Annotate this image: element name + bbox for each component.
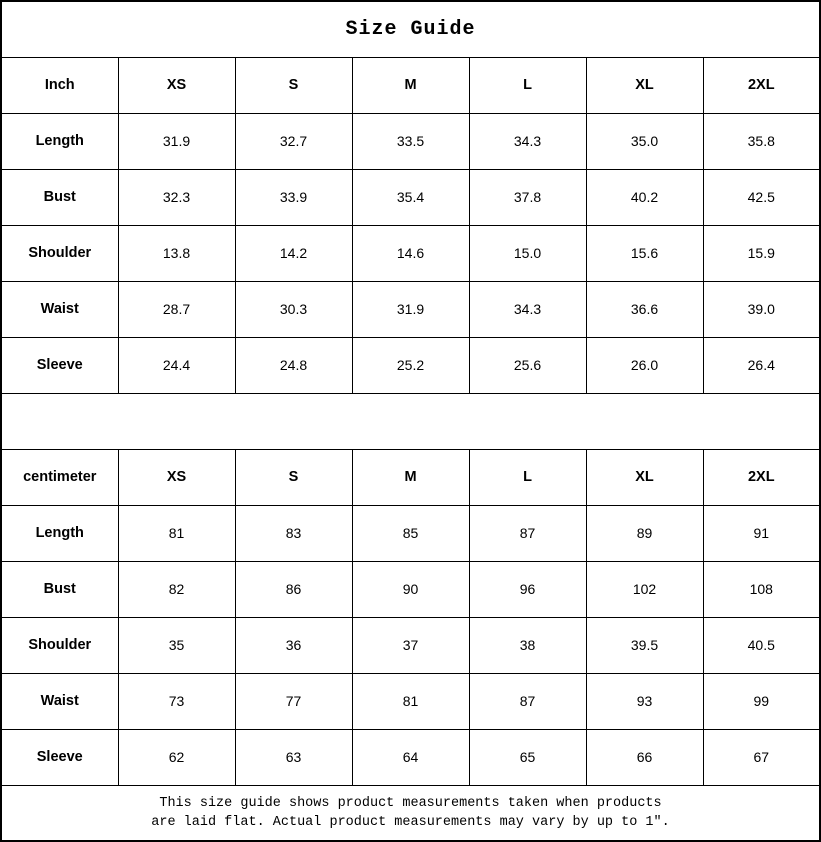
measurement-cell: 31.9	[352, 281, 469, 337]
table-row-inch-waist	[1, 281, 820, 337]
measurement-cell: 87	[469, 673, 586, 729]
row-label: Bust	[1, 169, 118, 225]
measurement-cell: 36.6	[586, 281, 703, 337]
table-row-cm-bust	[1, 561, 820, 617]
measurement-cell: 36	[235, 617, 352, 673]
table-row-inch-shoulder	[1, 225, 820, 281]
row-label: Shoulder	[1, 225, 118, 281]
table-row-cm-sleeve	[1, 729, 820, 785]
cm-unit-header: centimeter	[1, 449, 118, 505]
measurement-cell: 63	[235, 729, 352, 785]
page-title: Size Guide	[1, 1, 820, 57]
measurement-cell: 26.4	[703, 337, 820, 393]
size-col-header-xl: XL	[586, 449, 703, 505]
measurement-cell: 24.4	[118, 337, 235, 393]
measurement-cell: 39.0	[703, 281, 820, 337]
spacer-cell	[1, 393, 820, 449]
row-label: Waist	[1, 281, 118, 337]
size-col-header-l: L	[469, 449, 586, 505]
row-label: Bust	[1, 561, 118, 617]
measurement-cell: 40.5	[703, 617, 820, 673]
table-row-cm-waist	[1, 673, 820, 729]
measurement-cell: 42.5	[703, 169, 820, 225]
measurement-cell: 81	[118, 505, 235, 561]
measurement-cell: 39.5	[586, 617, 703, 673]
measurement-cell: 35.4	[352, 169, 469, 225]
spacer-row	[1, 393, 820, 449]
measurement-cell: 30.3	[235, 281, 352, 337]
measurement-cell: 102	[586, 561, 703, 617]
measurement-cell: 25.6	[469, 337, 586, 393]
measurement-cell: 40.2	[586, 169, 703, 225]
measurement-cell: 73	[118, 673, 235, 729]
measurement-cell: 26.0	[586, 337, 703, 393]
title-row	[1, 1, 820, 57]
size-col-header-s: S	[235, 449, 352, 505]
measurement-cell: 90	[352, 561, 469, 617]
measurement-cell: 65	[469, 729, 586, 785]
measurement-cell: 108	[703, 561, 820, 617]
footer-row	[1, 785, 820, 841]
row-label: Sleeve	[1, 729, 118, 785]
measurement-cell: 85	[352, 505, 469, 561]
measurement-cell: 33.5	[352, 113, 469, 169]
size-col-header-m: M	[352, 57, 469, 113]
measurement-cell: 14.2	[235, 225, 352, 281]
measurement-cell: 24.8	[235, 337, 352, 393]
measurement-cell: 34.3	[469, 113, 586, 169]
row-label: Length	[1, 505, 118, 561]
measurement-cell: 82	[118, 561, 235, 617]
size-col-header-m: M	[352, 449, 469, 505]
measurement-cell: 34.3	[469, 281, 586, 337]
size-col-header-xs: XS	[118, 57, 235, 113]
table-row-inch-sleeve	[1, 337, 820, 393]
measurement-cell: 28.7	[118, 281, 235, 337]
measurement-cell: 67	[703, 729, 820, 785]
measurement-cell: 99	[703, 673, 820, 729]
measurement-cell: 37	[352, 617, 469, 673]
measurement-cell: 35	[118, 617, 235, 673]
measurement-cell: 35.8	[703, 113, 820, 169]
measurement-cell: 87	[469, 505, 586, 561]
measurement-cell: 15.6	[586, 225, 703, 281]
table-row-inch-bust	[1, 169, 820, 225]
measurement-cell: 35.0	[586, 113, 703, 169]
footer-note-line1: This size guide shows product measurements taken when products	[159, 795, 662, 811]
measurement-cell: 31.9	[118, 113, 235, 169]
size-col-header-xs: XS	[118, 449, 235, 505]
footer-note-line2: are laid flat. Actual product measurements may vary by up to 1″.	[151, 814, 670, 830]
measurement-cell: 33.9	[235, 169, 352, 225]
measurement-cell: 15.0	[469, 225, 586, 281]
row-label: Waist	[1, 673, 118, 729]
size-col-header-xl: XL	[586, 57, 703, 113]
measurement-cell: 81	[352, 673, 469, 729]
measurement-cell: 91	[703, 505, 820, 561]
measurement-cell: 86	[235, 561, 352, 617]
measurement-cell: 66	[586, 729, 703, 785]
size-col-header-l: L	[469, 57, 586, 113]
measurement-cell: 25.2	[352, 337, 469, 393]
size-col-header-s: S	[235, 57, 352, 113]
measurement-cell: 13.8	[118, 225, 235, 281]
size-col-header-2xl: 2XL	[703, 449, 820, 505]
measurement-cell: 62	[118, 729, 235, 785]
row-label: Sleeve	[1, 337, 118, 393]
table-row-cm-shoulder	[1, 617, 820, 673]
cm-header-row	[1, 449, 820, 505]
measurement-cell: 38	[469, 617, 586, 673]
footer-note	[1, 785, 820, 841]
measurement-cell: 89	[586, 505, 703, 561]
measurement-cell: 15.9	[703, 225, 820, 281]
measurement-cell: 93	[586, 673, 703, 729]
size-col-header-2xl: 2XL	[703, 57, 820, 113]
measurement-cell: 77	[235, 673, 352, 729]
row-label: Shoulder	[1, 617, 118, 673]
measurement-cell: 64	[352, 729, 469, 785]
row-label: Length	[1, 113, 118, 169]
measurement-cell: 96	[469, 561, 586, 617]
measurement-cell: 37.8	[469, 169, 586, 225]
measurement-cell: 14.6	[352, 225, 469, 281]
measurement-cell: 32.7	[235, 113, 352, 169]
inch-header-row	[1, 57, 820, 113]
measurement-cell: 83	[235, 505, 352, 561]
table-row-inch-length	[1, 113, 820, 169]
inch-unit-header: Inch	[1, 57, 118, 113]
measurement-cell: 32.3	[118, 169, 235, 225]
table-row-cm-length	[1, 505, 820, 561]
